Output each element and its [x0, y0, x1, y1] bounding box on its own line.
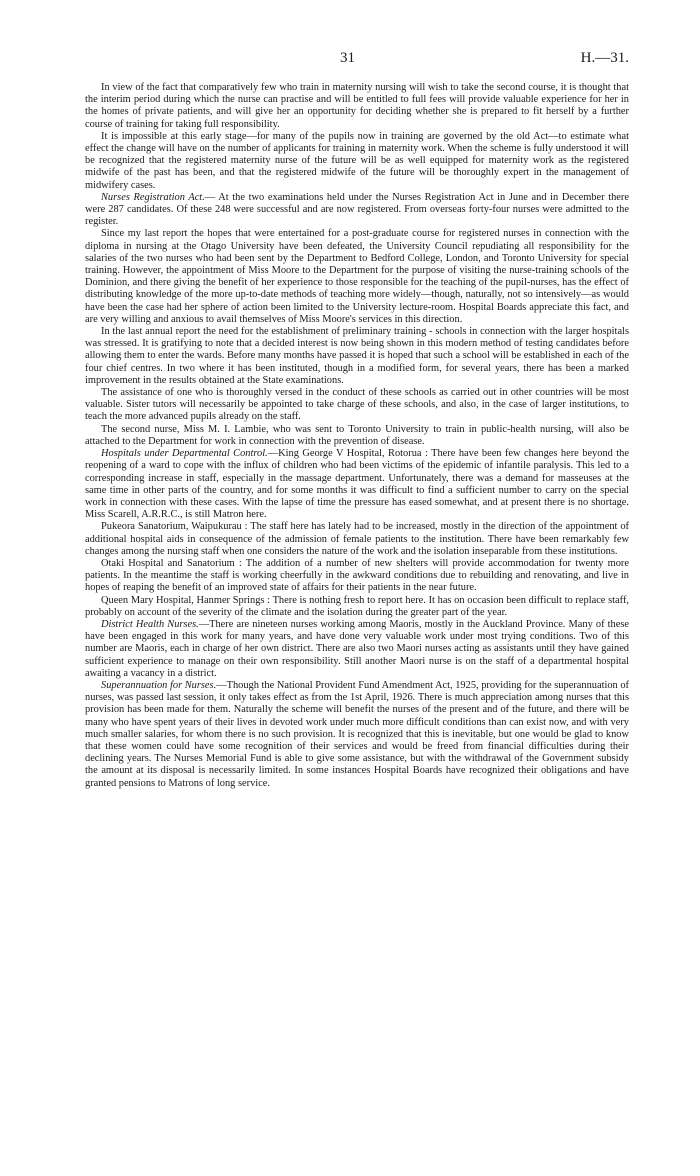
document-reference: H.—31. [580, 50, 629, 66]
section-heading: Nurses Registration Act. [101, 191, 205, 203]
paragraph: In the last annual report the need for the establishment of preliminary training - schools in connection with the larger hospitals was stressed. It is gratifying to note that a decided interest is now being shown in this modern method of testing candidates before allowing them to enter the wards. Before many months have passed it is hoped that such a school will be established in each of the four chief centres. In two where it has been instituted, though in a modified form, for several years, there has been a marked improvement in the results obtained at the State examinations. [85, 326, 629, 386]
paragraph: Queen Mary Hospital, Hanmer Springs : There is nothing fresh to report here. It has on occasion been difficult to replace staff, probably on account of the severity of the climate and the isolation during the greater part of the year. [85, 594, 629, 618]
section-heading: District Health Nurses. [101, 618, 199, 630]
section-heading: Superannuation for Nurses. [101, 679, 217, 691]
paragraph-superannuation: Superannuation for Nurses.—Though the National Provident Fund Amendment Act, 1925, providing for the superannuation of nurses, was passed last session, it only takes effect as from the 1st April, 1926. There is much appreciation among nurses that this provision has been made for them. Naturally the scheme will benefit the nurses of the present and of the future, and there will be many who have spent years of their lives in devoted work under much more difficult conditions than can exist now, and with very much smaller salaries, for whom there is no such provision. It is recognized that this is inevitable, but one would be glad to know that these women could have some recognition of their services and would be freed from financial difficulties during their declining years. The Nurses Memorial Fund is able to give some assistance, but with the withdrawal of the Government subsidy the amount at its disposal is necessarily limited. In some instances Hospital Boards have recognized their obligations and have granted pensions to Matrons of long service. [85, 679, 630, 789]
page-header [85, 50, 629, 74]
paragraph: In view of the fact that comparatively few who train in maternity nursing will wish to take the second course, it is thought that the interim period during which the nurse can practise and will be entitled to full fees will provide valuable experience for her in the homes of private patients, and will give her an opportunity for deciding whether she is prepared to fit herself by a further course of training for taking full responsibility. [85, 82, 629, 130]
paragraph-hospitals-departmental-control: Hospitals under Departmental Control.—King George V Hospital, Rotorua : There have been few changes here beyond the reopening of a ward to cope with the influx of children who had been victims of the epidemic of infantile paralysis. This led to a corresponding increase in staff, especially in the massage department. Unfortunately, there was a demand for masseuses at the same time in other parts of the country, and for some months it was difficult to find a sufficient number to carry on the special work in connection with these cases. With the lapse of time the pressure has eased somewhat, and at present there is no shortage. Miss Scarell, A.R.R.C., is still Matron here. [85, 448, 629, 521]
paragraph-district-health-nurses: District Health Nurses.—There are nineteen nurses working among Maoris, mostly in the Auckland Province. Many of these have been engaged in this work for many years, and have done very valuable work under most trying conditions. Two of this number are Maoris, each in charge of her own district. There are also two Maori nurses acting as assistants until they have gained sufficient experience to manage on their own responsibility. Still another Maori nurse is on the staff of a departmental hospital awaiting a vacancy in a district. [85, 618, 629, 679]
paragraph: It is impossible at this early stage—for many of the pupils now in training are governed by the old Act—to estimate what effect the change will have on the number of applicants for training in maternity work. When the scheme is fully understood it will be recognized that the registered maternity nurse of the future will be as well equipped for maternity work as the registered midwife of the past has been, and that the registered midwife of the future will be thoroughly expert in the management of midwifery cases. [85, 130, 629, 191]
page-number: 31 [340, 50, 355, 66]
paragraph: Since my last report the hopes that were entertained for a post-graduate course for registered nurses in connection with the diploma in nursing at the Otago University have been defeated, the University Council repudiating all responsibility for the salaries of the two nurses who had been sent by the Department to Bedford College, London, and Toronto University for special training. However, the appointment of Miss Moore to the Department for the purpose of visiting the nurse-training schools of the Dominion, and there giving the benefit of her experience to those responsible for the teaching of the pupil-nurses, has the effect of distributing knowledge of the more up-to-date methods of teaching more widely—though, naturally, not so intensively—as would have been the case had her sphere of action been limited to the University lecture-room. Hospital Boards appreciate this fact, and are very willing and anxious to avail themselves of Miss Moore's services in this direction. [85, 228, 629, 325]
paragraph: Otaki Hospital and Sanatorium : The addition of a number of new shelters will provide accommodation for twenty more patients. In the meantime the staff is working cheerfully in the awkward conditions due to rebuilding and renovating, and live in hopes of reaping the benefit of an improved state of affairs for their patients in the near future. [85, 557, 629, 594]
body-text [85, 82, 629, 790]
paragraph-nurses-registration: Nurses Registration Act.— At the two examinations held under the Nurses Registration Act in June and in December there were 287 candidates. Of these 248 were successful and are now registered. From overseas forty-four nurses were admitted to the register. [85, 191, 629, 228]
paragraph: Pukeora Sanatorium, Waipukurau : The staff here has lately had to be increased, mostly in the direction of the appointment of additional hospital aids in consequence of the admission of female patients to the institution. There have been remarkably few changes among the nursing staff when one considers the nature of the work and the isolation inseparable from these institutions. [85, 521, 629, 557]
paragraph: The assistance of one who is thoroughly versed in the conduct of these schools as carried out in other countries will be most valuable. Sister tutors will necessarily be appointed to take charge of these schools, and also, in the case of larger institutions, to teach the more advanced pupils already on the staff. [85, 387, 629, 423]
paragraph: The second nurse, Miss M. I. Lambie, who was sent to Toronto University to train in public-health nursing, will also be attached to the Department for work in connection with the prevention of disease. [85, 423, 629, 447]
section-heading: Hospitals under Departmental Control. [101, 448, 268, 460]
